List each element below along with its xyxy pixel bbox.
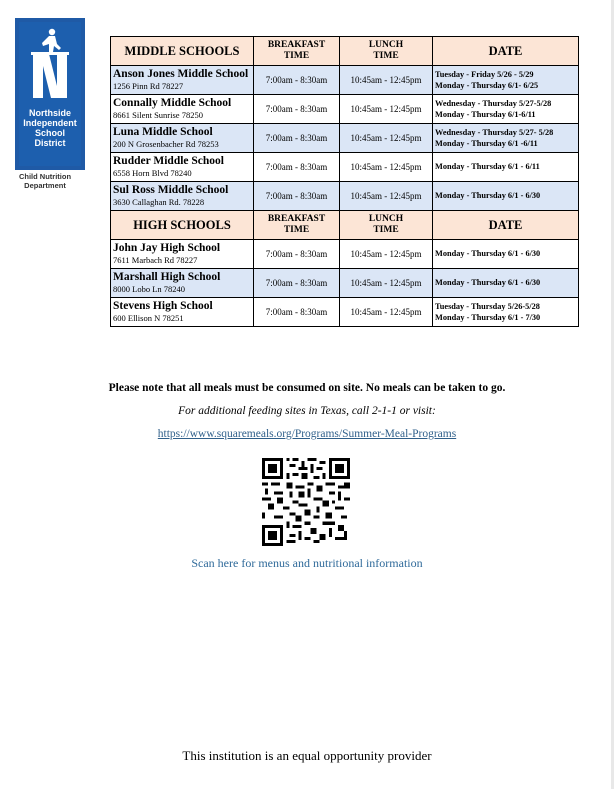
date-cell: [433, 66, 579, 95]
school-address: 6558 Horn Blvd 78240: [113, 168, 192, 178]
school-cell: [111, 124, 254, 153]
date-cell: [433, 95, 579, 124]
school-name: Stevens High School: [113, 300, 213, 312]
breakfast-heading-line-2: TIME: [283, 225, 310, 235]
school-name: Sul Ross Middle School: [113, 184, 229, 196]
school-address: 200 N Grosenbacher Rd 78253: [113, 139, 219, 149]
lunch-time: 10:45am - 12:45pm: [340, 153, 433, 182]
breakfast-time: 7:00am - 8:30am: [254, 95, 340, 124]
lunch-heading-line-2: TIME: [373, 51, 399, 61]
logo-line-3: School: [34, 128, 65, 138]
breakfast-time: 7:00am - 8:30am: [254, 269, 340, 298]
school-cell: [111, 66, 254, 95]
table-row: [111, 182, 579, 211]
school-name: Connally Middle School: [113, 97, 232, 109]
middle-schools-header-row: [111, 37, 579, 66]
date-line-1: Monday - Thursday 6/1 - 6/30: [435, 249, 541, 259]
school-address: 1256 Pinn Rd 78227: [113, 81, 184, 91]
lunch-heading-line-1: LUNCH: [368, 40, 404, 50]
school-name: Anson Jones Middle School: [113, 68, 249, 80]
school-name: Luna Middle School: [113, 126, 213, 138]
school-name: John Jay High School: [113, 242, 221, 254]
climber-icon: [19, 24, 81, 104]
lunch-time: 10:45am - 12:45pm: [340, 240, 433, 269]
date-heading: DATE: [433, 211, 579, 240]
lunch-time: 10:45am - 12:45pm: [340, 182, 433, 211]
lunch-time-heading: [340, 211, 433, 240]
district-logo: [15, 18, 85, 170]
logo-line-1: Northside: [28, 108, 71, 118]
date-cell: [433, 124, 579, 153]
date-line-1: Monday - Thursday 6/1 - 6/30: [435, 191, 541, 201]
table-row: [111, 269, 579, 298]
date-line-1: Tuesday - Thursday 5/26-5/28: [435, 301, 540, 311]
breakfast-time-heading: [254, 211, 340, 240]
meal-schedule-table: [110, 36, 579, 327]
squaremeals-link[interactable]: https://www.squaremeals.org/Programs/Summer-Meal-Programs: [157, 428, 457, 440]
lunch-time: 10:45am - 12:45pm: [340, 298, 433, 327]
date-cell: [433, 240, 579, 269]
school-cell: [111, 153, 254, 182]
breakfast-time: 7:00am - 8:30am: [254, 298, 340, 327]
lunch-time: 10:45am - 12:45pm: [340, 95, 433, 124]
breakfast-heading-line-1: BREAKFAST: [267, 40, 326, 50]
lunch-heading-line-1: LUNCH: [368, 214, 404, 224]
breakfast-heading-line-1: BREAKFAST: [267, 214, 326, 224]
scan-for-menus-text: Scan here for menus and nutritional information: [191, 556, 423, 570]
school-cell: [111, 269, 254, 298]
lunch-time: 10:45am - 12:45pm: [340, 269, 433, 298]
date-line-2: Monday - Thursday 6/1 -6/11: [435, 139, 538, 148]
date-cell: [433, 269, 579, 298]
school-address: 3630 Callaghan Rd. 78228: [113, 197, 205, 207]
school-name: Rudder Middle School: [113, 155, 224, 167]
logo-line-4: District: [34, 138, 66, 148]
breakfast-heading-line-2: TIME: [283, 51, 310, 61]
table-row: [111, 95, 579, 124]
date-cell: [433, 182, 579, 211]
date-line-2: Monday - Thursday 6/1- 6/25: [435, 81, 539, 90]
date-line-1: Monday - Thursday 6/1 - 6/11: [435, 162, 540, 172]
breakfast-time: 7:00am - 8:30am: [254, 182, 340, 211]
school-address: 8000 Lobo Ln 78240: [113, 284, 186, 294]
qr-code-icon[interactable]: [262, 458, 350, 546]
logo-subtitle: [5, 172, 85, 190]
high-schools-heading: HIGH SCHOOLS: [111, 211, 254, 240]
school-cell: [111, 95, 254, 124]
breakfast-time: 7:00am - 8:30am: [254, 153, 340, 182]
date-line-2: Monday - Thursday 6/1 - 7/30: [435, 313, 541, 322]
breakfast-time: 7:00am - 8:30am: [254, 124, 340, 153]
school-address: 8661 Silent Sunrise 78250: [113, 110, 203, 120]
school-name: Marshall High School: [113, 271, 221, 283]
date-line-1: Tuesday - Friday 5/26 - 5/29: [435, 69, 534, 79]
lunch-time: 10:45am - 12:45pm: [340, 124, 433, 153]
date-cell: [433, 298, 579, 327]
table-row: [111, 298, 579, 327]
breakfast-time-heading: [254, 37, 340, 66]
school-cell: [111, 240, 254, 269]
school-cell: [111, 298, 254, 327]
breakfast-time: 7:00am - 8:30am: [254, 240, 340, 269]
school-cell: [111, 182, 254, 211]
logo-line-2: Independent: [23, 118, 77, 128]
table-row: [111, 66, 579, 95]
date-line-1: Wednesday - Thursday 5/27-5/28: [435, 98, 552, 108]
breakfast-time: 7:00am - 8:30am: [254, 66, 340, 95]
date-line-2: Monday - Thursday 6/1-6/11: [435, 110, 536, 119]
lunch-heading-line-2: TIME: [373, 225, 399, 235]
logo-subtitle-line-1: Child Nutrition: [18, 172, 72, 181]
lunch-time-heading: [340, 37, 433, 66]
table-row: [111, 153, 579, 182]
date-line-1: Wednesday - Thursday 5/27- 5/28: [435, 127, 554, 137]
additional-sites-note: For additional feeding sites in Texas, call 2-1-1 or visit:: [178, 405, 436, 417]
date-line-1: Monday - Thursday 6/1 - 6/30: [435, 278, 541, 288]
date-heading: DATE: [433, 37, 579, 66]
school-address: 7611 Marbach Rd 78227: [113, 255, 198, 265]
lunch-time: 10:45am - 12:45pm: [340, 66, 433, 95]
table-row: [111, 240, 579, 269]
table-row: [111, 124, 579, 153]
consume-on-site-note: Please note that all meals must be consumed on site. No meals can be taken to go.: [108, 382, 506, 394]
logo-subtitle-line-2: Department: [24, 181, 66, 190]
middle-schools-heading: MIDDLE SCHOOLS: [111, 37, 254, 66]
date-cell: [433, 153, 579, 182]
school-address: 600 Ellison N 78251: [113, 313, 184, 323]
equal-opportunity-statement: This institution is an equal opportunity provider: [182, 748, 432, 763]
high-schools-header-row: [111, 211, 579, 240]
